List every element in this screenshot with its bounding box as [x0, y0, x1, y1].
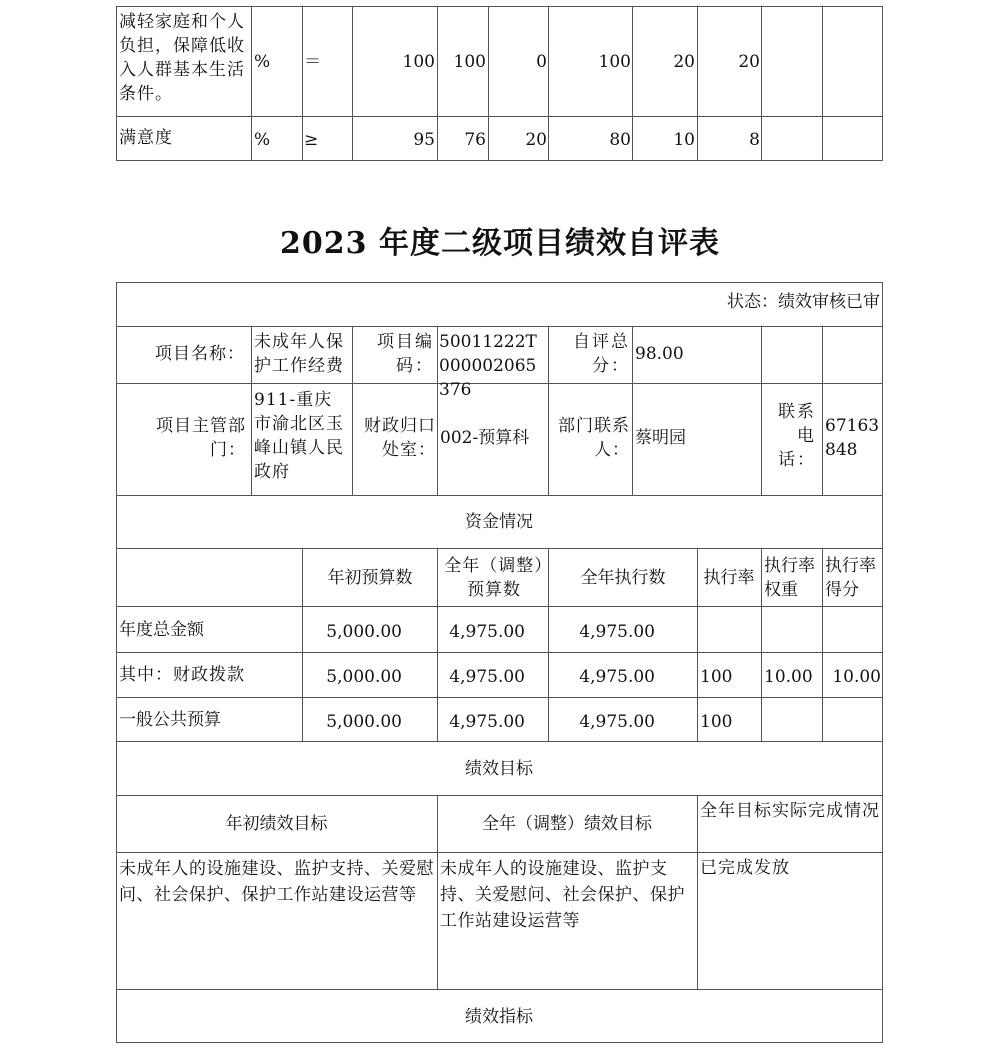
indicator-value: 20	[525, 130, 547, 150]
project-code-label: 项目编码：	[377, 332, 434, 376]
funds-header-rate: 执行率	[703, 568, 755, 588]
phone-label: 联系电话：	[778, 402, 816, 470]
indicator-value: 10	[673, 130, 695, 150]
indicator-operator: ＝	[304, 52, 321, 72]
funds-row-label: 年度总金额	[119, 620, 204, 640]
goals-actual-text: 已完成发放	[700, 858, 790, 878]
goals-section-title: 绩效目标	[465, 759, 533, 779]
indicator-value: 100	[598, 52, 631, 72]
indicator-value: 95	[413, 130, 435, 150]
goals-header-actual: 全年目标实际完成情况	[700, 801, 880, 821]
indicators-section-title: 绩效指标	[465, 1007, 533, 1027]
indicator-name: 减轻家庭和个人负担，保障低收入人群基本生活条件。	[119, 12, 245, 104]
indicator-operator: ≥	[304, 130, 319, 150]
funds-header-weight: 执行率权重	[764, 556, 815, 600]
project-code-value: 50011222T000002065376	[439, 332, 537, 400]
indicator-value: 0	[536, 52, 547, 72]
indicator-value: 100	[402, 52, 435, 72]
funds-weight: 10.00	[764, 667, 813, 687]
goals-header-initial: 年初绩效目标	[225, 814, 328, 834]
funds-initial: 5,000.00	[326, 667, 402, 687]
funds-executed: 4,975.00	[579, 667, 655, 687]
funds-header-score: 执行率得分	[825, 556, 876, 600]
finance-office-value: 002-预算科	[440, 428, 530, 448]
page-title: 2023 年度二级项目绩效自评表	[280, 226, 720, 261]
self-score-value: 98.00	[635, 344, 684, 364]
funds-score: 10.00	[832, 667, 881, 687]
indicator-value: 100	[453, 52, 486, 72]
review-status: 状态：绩效审核已审	[727, 292, 880, 312]
phone-value: 67163848	[825, 416, 880, 460]
finance-office-label: 财政归口处室：	[364, 416, 436, 460]
indicator-unit: %	[254, 52, 271, 72]
goals-adjusted-text: 未成年人的设施建设、监护支持、关爱慰问、社会保护、保护工作站建设运营等	[440, 859, 685, 931]
funds-adjusted: 4,975.00	[449, 667, 525, 687]
indicator-name: 满意度	[119, 128, 173, 148]
funds-adjusted: 4,975.00	[449, 712, 525, 732]
dept-label: 项目主管部门：	[156, 416, 246, 460]
funds-section-title: 资金情况	[465, 512, 533, 532]
goals-initial-text: 未成年人的设施建设、监护支持、关爱慰问、社会保护、保护工作站建设运营等	[119, 859, 434, 905]
self-score-label: 自评总分：	[573, 332, 630, 376]
funds-header-adjusted: 全年（调整）预算数	[444, 556, 544, 600]
funds-initial: 5,000.00	[326, 622, 402, 642]
indicator-value: 76	[464, 130, 486, 150]
funds-initial: 5,000.00	[326, 712, 402, 732]
contact-label: 部门联系人：	[558, 416, 630, 460]
funds-header-initial: 年初预算数	[327, 568, 413, 588]
funds-header-executed: 全年执行数	[580, 568, 666, 588]
indicator-value: 20	[673, 52, 695, 72]
dept-value: 911-重庆市渝北区玉峰山镇人民政府	[254, 390, 344, 482]
funds-rate: 100	[700, 712, 733, 732]
project-name-value: 未成年人保护工作经费	[254, 332, 344, 376]
funds-rate: 100	[700, 667, 733, 687]
goals-header-adjusted: 全年（调整）绩效目标	[482, 814, 652, 834]
funds-row-label: 其中：财政拨款	[119, 665, 245, 685]
funds-executed: 4,975.00	[579, 622, 655, 642]
funds-executed: 4,975.00	[579, 712, 655, 732]
project-name-label: 项目名称：	[155, 344, 245, 364]
indicator-value: 20	[738, 52, 760, 72]
funds-adjusted: 4,975.00	[449, 622, 525, 642]
indicator-value: 8	[749, 130, 760, 150]
funds-row-label: 一般公共预算	[119, 710, 221, 730]
indicator-unit: %	[254, 130, 271, 150]
indicator-value: 80	[609, 130, 631, 150]
contact-value: 蔡明园	[635, 428, 686, 448]
